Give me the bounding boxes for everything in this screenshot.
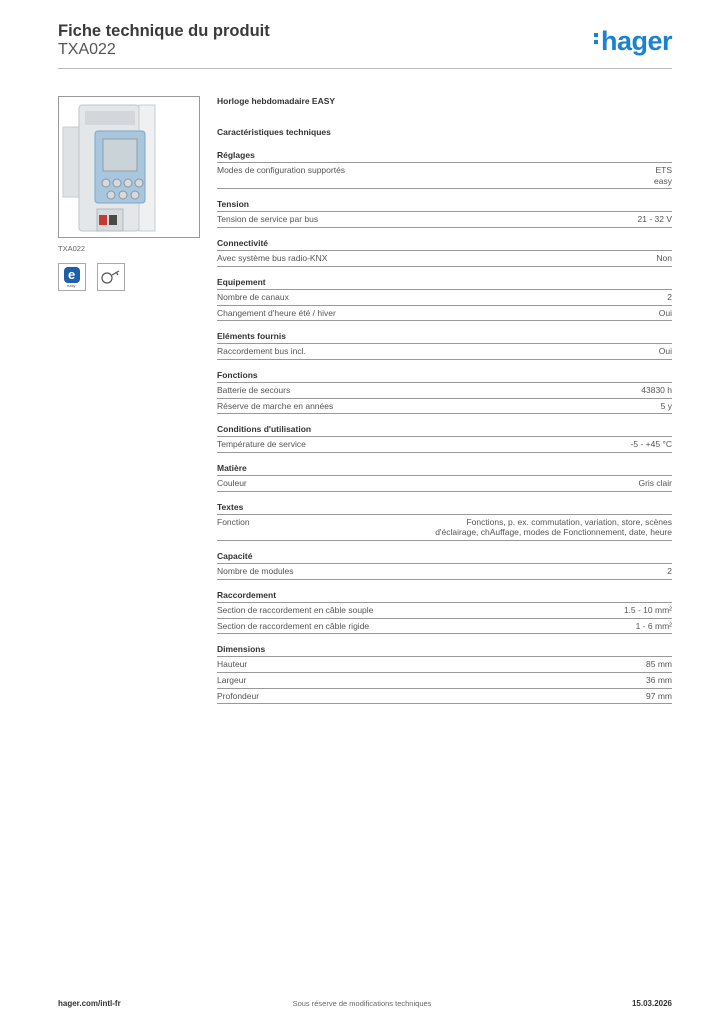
- spec-value: 97 mm: [646, 690, 672, 701]
- spec-value: 2: [667, 566, 672, 577]
- spec-label: Section de raccordement en câble rigide: [217, 620, 370, 631]
- section-title: Caractéristiques techniques: [217, 127, 331, 137]
- group-title: Dimensions: [217, 644, 672, 657]
- group-title: Fonctions: [217, 370, 672, 383]
- spec-value: 1 - 6 mm²: [635, 620, 672, 631]
- logo-text: hager: [600, 26, 672, 56]
- spec-label: Hauteur: [217, 659, 248, 670]
- easy-pictogram: e easy: [58, 263, 86, 291]
- spec-row: [217, 344, 672, 360]
- spec-label: Changement d'heure été / hiver: [217, 307, 336, 318]
- spec-row: [217, 673, 672, 689]
- spec-row: [217, 290, 672, 306]
- footer-disclaimer: Sous réserve de modifications techniques: [292, 999, 432, 1008]
- spec-label: Avec système bus radio-KNX: [217, 253, 328, 264]
- group-title: Eléments fournis: [217, 331, 672, 344]
- key-icon: [98, 264, 124, 290]
- spec-value: 85 mm: [646, 659, 672, 670]
- spec-label: Raccordement bus incl.: [217, 346, 306, 357]
- spec-value: ETS easy: [654, 165, 672, 186]
- spec-label: Fonction: [217, 516, 250, 527]
- spec-label: Profondeur: [217, 690, 260, 701]
- spec-label: Modes de configuration supportés: [217, 165, 346, 175]
- key-pictogram: [97, 263, 125, 291]
- spec-row: [217, 619, 672, 635]
- product-image: [58, 96, 200, 238]
- spec-label: Couleur: [217, 478, 247, 489]
- product-name: Horloge hebdomadaire EASY: [217, 96, 336, 106]
- spec-row: [217, 564, 672, 580]
- spec-value: 2: [667, 291, 672, 302]
- image-caption: TXA022: [58, 244, 86, 253]
- group-title: Matière: [217, 463, 672, 476]
- spec-row: [217, 163, 672, 189]
- spec-value: Gris clair: [638, 478, 672, 489]
- footer-website[interactable]: hager.com/intl-fr: [58, 999, 121, 1008]
- spec-row: [217, 689, 672, 705]
- product-reference: TXA022: [58, 41, 116, 58]
- group-title: Conditions d'utilisation: [217, 424, 672, 437]
- spec-value: 21 - 32 V: [637, 214, 672, 225]
- group-title: Textes: [217, 502, 672, 515]
- spec-label: Réserve de marche en années: [217, 400, 334, 411]
- spec-value: 1.5 - 10 mm²: [623, 604, 672, 615]
- spec-label: Tension de service par bus: [217, 214, 319, 225]
- spec-label: Section de raccordement en câble souple: [217, 604, 374, 615]
- group-title: Connectivité: [217, 238, 672, 251]
- group-title: Equipement: [217, 277, 672, 290]
- specifications: [217, 96, 672, 704]
- spec-row: [217, 437, 672, 453]
- spec-row: [217, 383, 672, 399]
- spec-row: [217, 603, 672, 619]
- header-divider: [58, 68, 672, 69]
- spec-label: Nombre de canaux: [217, 291, 289, 302]
- easy-pictogram-label: easy: [67, 283, 76, 288]
- spec-row: [217, 212, 672, 228]
- group-title: Réglages: [217, 150, 672, 163]
- footer-date: 15.03.2026: [631, 999, 672, 1008]
- spec-groups: [217, 150, 672, 704]
- spec-value: 5 y: [660, 400, 672, 411]
- spec-label: Largeur: [217, 674, 247, 685]
- timer-device-illustration: [59, 97, 200, 238]
- spec-label: Température de service: [217, 439, 306, 450]
- page-title: Fiche technique du produit: [58, 22, 270, 40]
- spec-label: Batterie de secours: [217, 384, 291, 395]
- spec-row: [217, 399, 672, 415]
- group-title: Capacité: [217, 551, 672, 564]
- spec-value: Oui: [658, 346, 672, 357]
- hager-logo: [594, 26, 672, 57]
- logo-dots-icon: [594, 33, 598, 47]
- spec-value: -5 - +45 °C: [630, 439, 672, 450]
- spec-value: 36 mm: [646, 674, 672, 685]
- spec-row: [217, 306, 672, 322]
- spec-value: Non: [656, 253, 672, 264]
- spec-value: 43830 h: [641, 384, 672, 395]
- spec-row: [217, 657, 672, 673]
- spec-row: [217, 515, 672, 541]
- spec-value: Oui: [658, 307, 672, 318]
- spec-value: Fonctions, p. ex. commutation, variation, store, scènes d'éclairage, chAuffage, modes de Fonctionnement, date, heure: [435, 516, 672, 538]
- spec-row: [217, 251, 672, 267]
- group-title: Raccordement: [217, 590, 672, 603]
- spec-label: Nombre de modules: [217, 566, 294, 577]
- group-title: Tension: [217, 199, 672, 212]
- spec-row: [217, 476, 672, 492]
